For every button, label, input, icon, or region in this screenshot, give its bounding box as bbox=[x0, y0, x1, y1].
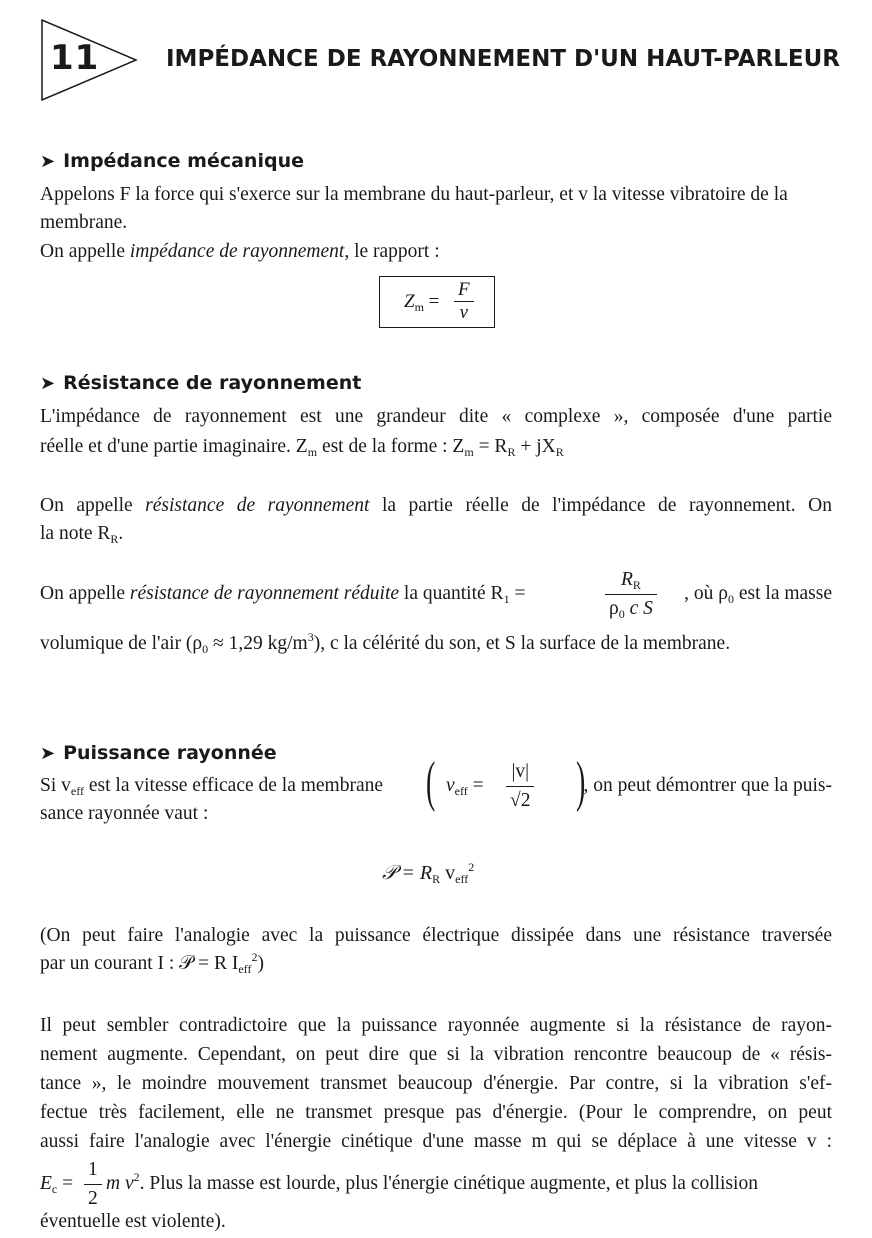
paren-right: ) bbox=[576, 751, 586, 813]
section-heading-puissance: ➤ Puissance rayonnée bbox=[40, 742, 277, 764]
paragraph: sance rayonnée vaut : bbox=[40, 803, 209, 824]
paragraph-line: tance », le moindre mouvement transmet beaucoup d'énergie. Par contre, si la vibration s'ef- bbox=[40, 1073, 832, 1094]
section-heading-mecanique: ➤ Impédance mécanique bbox=[40, 150, 304, 172]
paragraph: Appelons F la force qui s'exerce sur la membrane du haut-parleur, et v la vitesse vibratoire de la membrane. bbox=[40, 184, 788, 233]
paragraph: On appelle résistance de rayonnement la partie réelle de l'impédance de rayonnement. On bbox=[40, 495, 832, 516]
arrow-icon: ➤ bbox=[40, 151, 56, 172]
paragraph-ec: $E_c$ = $\frac{1}{2}$ m $v^2$. Plus la masse est lourde, plus l'énergie cinétique augmente, et plus la collision bbox=[40, 1156, 832, 1212]
formula-puissance: 𝒫 = $R_R$ $v_{eff}^2$ bbox=[382, 860, 475, 886]
paren-left: ( bbox=[426, 751, 436, 813]
paragraph: On appelle impédance de rayonnement, le rapport : bbox=[40, 241, 440, 262]
paragraph-line: nement augmente. Cependant, on peut dire que si la vibration rencontre beaucoup de « résis- bbox=[40, 1044, 832, 1065]
paragraph-line: fectue très facilement, elle ne transmet presque pas d'énergie. (Pour le comprendre, on peut bbox=[40, 1102, 832, 1123]
paragraph: L'impédance de rayonnement est une grandeur dite « complexe », composée d'une partie bbox=[40, 406, 832, 427]
paragraph: (On peut faire l'analogie avec la puissance électrique dissipée dans une résistance traversée bbox=[40, 925, 832, 946]
page-title: IMPÉDANCE DE RAYONNEMENT D'UN HAUT-PARLEUR bbox=[166, 46, 840, 72]
arrow-icon: ➤ bbox=[40, 373, 56, 394]
paragraph-reduced-resistance: On appelle résistance de rayonnement réduite la quantité $R_1$ = $\frac{R_R}{\rho_0 c S}$ , où $\rho_0$ est la masse bbox=[40, 566, 832, 622]
paragraph: éventuelle est violente). bbox=[40, 1211, 226, 1232]
boxed-formula-zm: $Z_m$ = $\frac{F}{v}$ bbox=[379, 276, 495, 328]
paragraph: la note $R_R$. bbox=[40, 523, 124, 546]
paragraph: volumique de l'air ($\rho_0 \approx 1,29$ $kg/m^3$), c la célérité du son, et S la surface de la membrane. bbox=[40, 630, 731, 656]
arrow-icon: ➤ bbox=[40, 743, 56, 764]
paragraph-line: aussi faire l'analogie avec l'énergie cinétique d'une masse m qui se déplace à une vitesse v : bbox=[40, 1131, 832, 1152]
paragraph-line: Il peut sembler contradictoire que la puissance rayonnée augmente si la résistance de rayon- bbox=[40, 1015, 832, 1036]
paragraph: réelle et d'une partie imaginaire. $Z_m$ est de la forme : $Z_m = R_R + jX_R$ bbox=[40, 436, 564, 459]
paragraph-veff: Si $v_{eff}$ est la vitesse efficace de la membrane ( $v_{eff}$ = $\frac{|v|}{√2}$ ) , on peut démontrer que la puis- bbox=[40, 751, 832, 813]
section-heading-resistance: ➤ Résistance de rayonnement bbox=[40, 372, 362, 394]
paragraph: par un courant I : 𝒫 = R $I_{eff}^2$) bbox=[40, 950, 264, 976]
chapter-number: 11 bbox=[50, 38, 100, 78]
